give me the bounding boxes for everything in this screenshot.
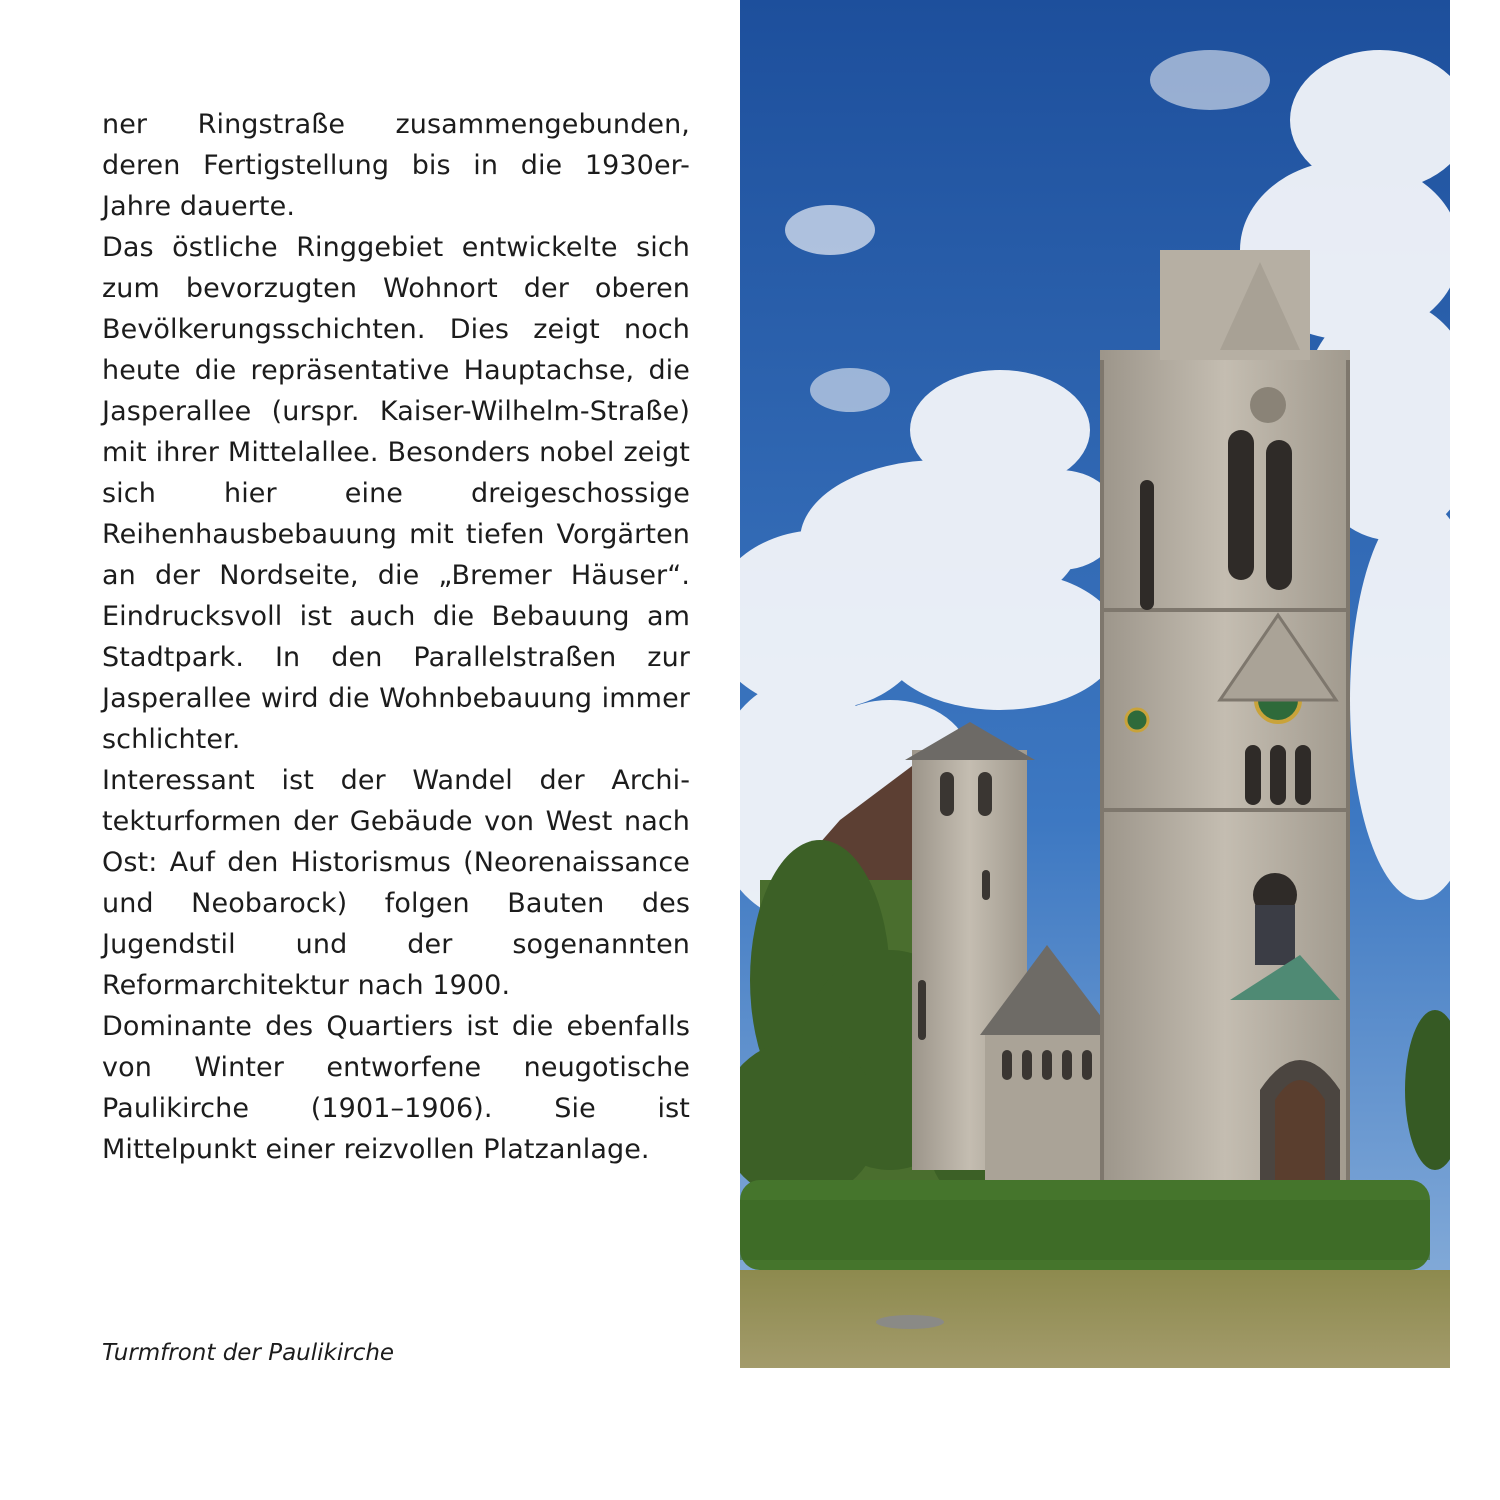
- rose-window: [1250, 387, 1286, 423]
- hedge-shadow: [740, 1200, 1430, 1260]
- church-photo: [740, 0, 1450, 1368]
- body-text: [102, 104, 690, 1170]
- paragraph-1: ner Ringstraße zusammengebunden, deren Fertigstellung bis in die 1930er-Jahre dauerte.: [102, 109, 690, 222]
- manhole: [876, 1315, 944, 1329]
- paragraph-2: Das östliche Ringgebiet entwickelte sich zum bevorzugten Wohnort der oberen Bevölkerungsschichten. Dies zeigt noch heute die repräsentative Hauptachse, die Jasperallee (urspr. Kaiser-Wilhelm-Straße) mit ihrer Mittelallee. Besonders nobel zeigt sich hier eine dreigeschossige Reihenhausbebauung mit tiefen Vorgärten an der Nordseite, die „Bremer Häuser“. Eindrucksvoll ist auch die Bebauung am Stadtpark. In den Parallelstraßen zur Jasperallee wird die Wohnbebauung immer schlichter.: [102, 232, 690, 755]
- photo-caption: Turmfront der Paulikirche: [102, 1340, 395, 1366]
- grass: [740, 1270, 1450, 1368]
- side-clock-icon: [1126, 709, 1148, 731]
- paragraph-3: Interessant ist der Wandel der Architekturformen der Gebäude von West nach Ost: Auf den Historismus (Neorenaissance und Neobarock) folgen Bauten des Jugendstil und der sogenannten Reformarchitektur nach 1900.: [102, 765, 690, 1001]
- portal-door: [1275, 1080, 1325, 1180]
- church-illustration: [740, 0, 1450, 1368]
- paragraph-4: Dominante des Quartiers ist die ebenfalls von Winter entworfene neugotische Paulikirche (1901–1906). Sie ist Mittelpunkt einer reizvollen Platzanlage.: [102, 1011, 690, 1165]
- main-tower: [1100, 350, 1350, 1180]
